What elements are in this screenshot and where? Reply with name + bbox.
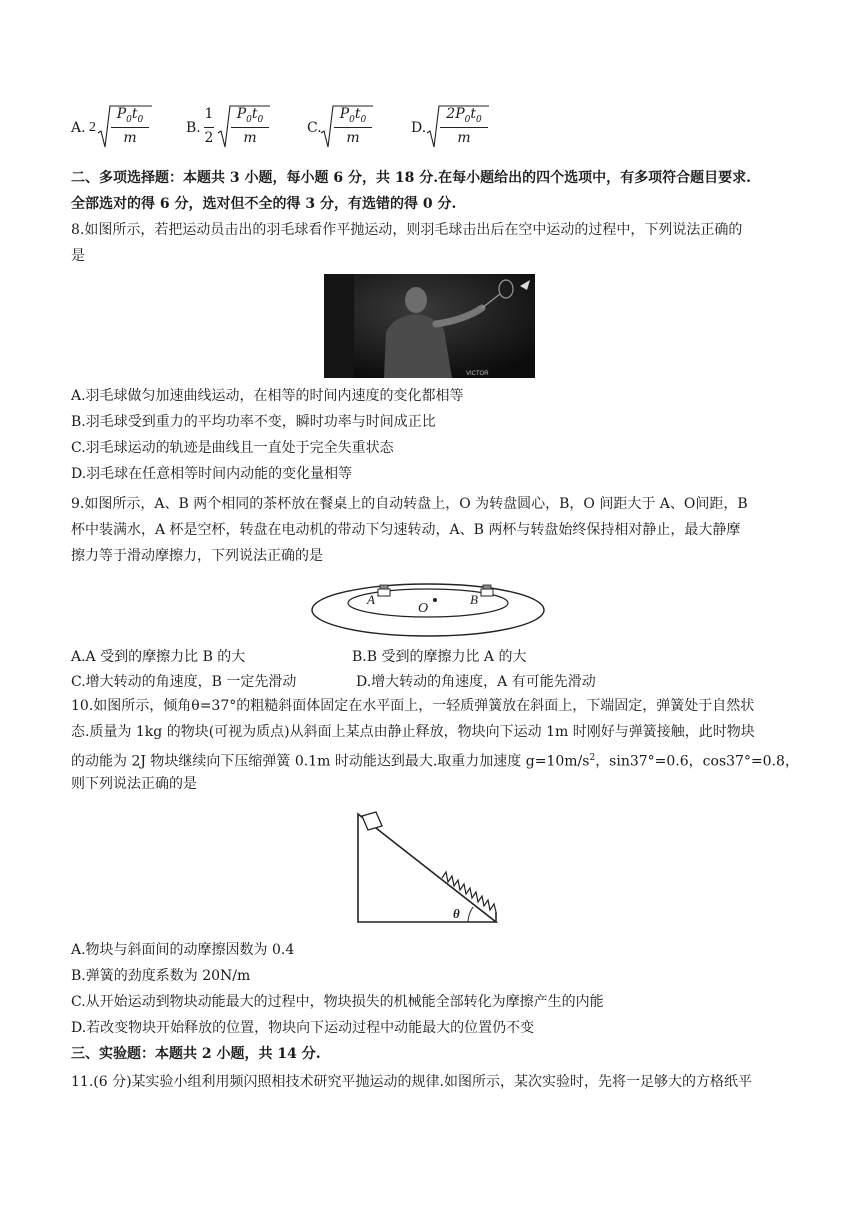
q10-option-b: B.弹簧的劲度系数为 20N/m [71,968,251,984]
q11-stem: 11.(6 分)某实验小组利用频闪照相技术研究平抛运动的规律.如图所示，某次实验时，先将一足够大的方格纸平 [71,1074,752,1090]
badminton-photo [324,274,535,378]
q9-option-d: D.增大转动的角速度，A 有可能先滑动 [356,674,596,690]
q10-option-a: A.物块与斜面间的动摩擦因数为 0.4 [71,942,295,958]
q9-stem-cont: 杯中装满水，A 杯是空杯，转盘在电动机的带动下匀速转动，A、B 两杯与转盘始终保持相对静止，最大静摩 [71,522,741,538]
choice-coefficient: 2 [89,120,96,135]
q7-choice-d [411,103,521,153]
label-b: B [470,592,478,607]
q8-option-d: D.羽毛球在任意相等时间内动能的变化量相等 [71,466,353,482]
incline-figure [350,808,500,926]
q7-choice-b [186,103,296,153]
section3-heading: 三、实验题：本题共 2 小题，共 14 分. [71,1046,321,1062]
q8-option-a: A.羽毛球做匀加速曲线运动，在相等的时间内速度的变化都相等 [71,388,464,404]
choice-label: A. [71,120,86,136]
q10-option-c: C.从开始运动到物块动能最大的过程中，物块损失的机械能全部转化为摩擦产生的内能 [71,994,604,1010]
section2-scoring: 全部选对的得 6 分，选对但不全的得 3 分，有选错的得 0 分. [71,196,457,212]
photo-caption: VICTOR [466,371,489,377]
q10-option-d: D.若改变物块开始释放的位置，物块向下运动过程中动能最大的位置仍不变 [71,1020,535,1036]
fraction: $P_0t_0$ m [332,103,374,153]
q7-choice-a [71,103,171,153]
q10-stem-cont: 态.质量为 1kg 的物块(可视为质点)从斜面上某点由静止释放，物块向下运动 1m 时刚好与弹簧接触，此时物块 [71,724,755,740]
choice-label: B. [186,120,201,136]
choice-label: D. [411,120,427,136]
label-a: A [367,592,375,607]
q9-option-a: A.A 受到的摩擦力比 B 的大 [71,649,246,665]
q9-option-b: B.B 受到的摩擦力比 A 的大 [352,649,527,665]
turntable-figure [310,578,550,640]
player-head [405,287,427,313]
fraction: $P_0t_0$ m [229,103,271,153]
q9-option-c: C.增大转动的角速度，B 一定先滑动 [71,674,297,690]
fraction: $P_0t_0$ m [109,103,151,153]
q10-stem: 10.如图所示，倾角θ=37°的粗糙斜面体固定在水平面上，一轻质弹簧放在斜面上，下端固定，弹簧处于自然状 [71,698,755,714]
section2-heading: 二、多项选择题：本题共 3 小题，每小题 6 分，共 18 分.在每小题给出的四个选项中，有多项符合题目要求. [71,170,751,186]
q9-stem: 9.如图所示，A、B 两个相同的茶杯放在餐桌上的自动转盘上，O 为转盘圆心，B，O 间距大于 A、O间距，B [71,496,748,512]
q10-stem-cont3: 则下列说法正确的是 [71,776,197,792]
label-o: O [418,601,429,616]
coefficient-fraction: 1 2 [204,106,214,146]
q8-option-c: C.羽毛球运动的轨迹是曲线且一直处于完全失重状态 [71,440,394,456]
fraction: $2P_0t_0$ m [438,103,490,153]
q8-option-b: B.羽毛球受到重力的平均功率不变，瞬时功率与时间成正比 [71,414,436,430]
choice-label: C. [307,120,322,136]
angle-label: θ [453,906,460,921]
q7-choice-c [307,103,407,153]
q8-stem-cont: 是 [71,248,85,264]
q9-stem-cont2: 擦力等于滑动摩擦力，下列说法正确的是 [71,548,323,564]
q8-stem: 8.如图所示，若把运动员击出的羽毛球看作平抛运动，则羽毛球击出后在空中运动的过程中，下列说法正确的 [71,222,743,238]
q10-stem-cont2: 的动能为 2J 物块继续向下压缩弹簧 0.1m 时动能达到最大.取重力加速度 $g=10m/s^2$，sin37°=0.6，cos37°=0.8， [71,753,799,770]
